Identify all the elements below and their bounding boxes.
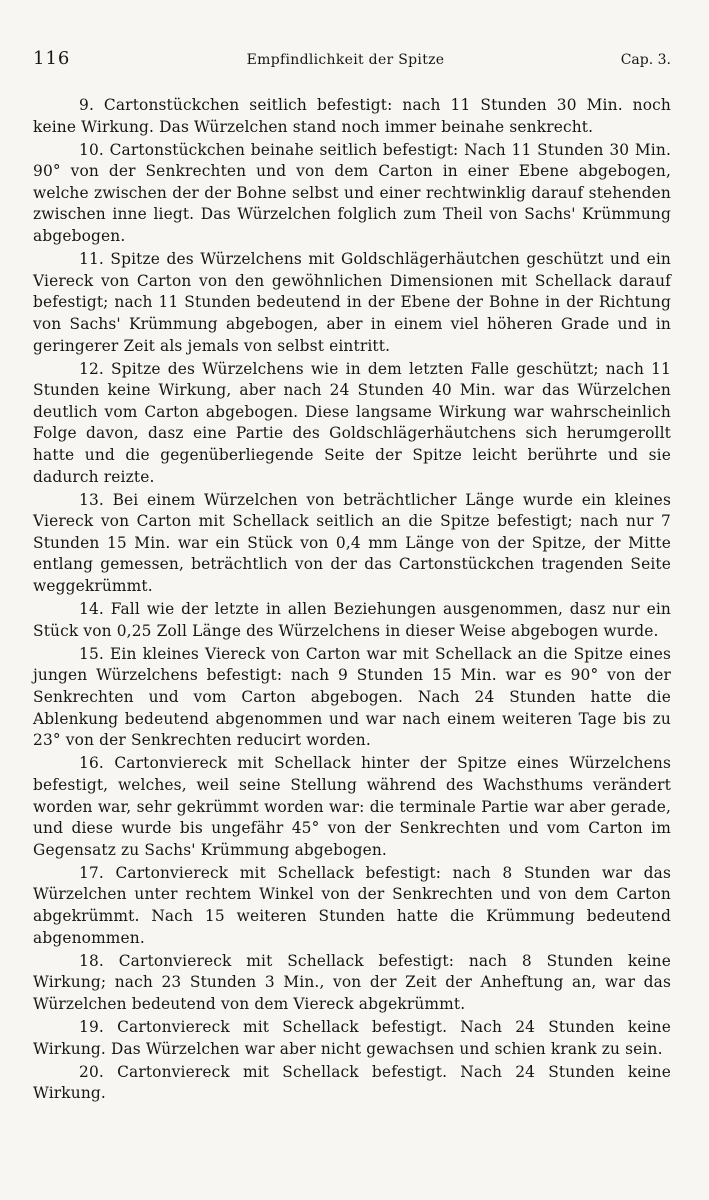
paragraph-14: 14. Fall wie der letzte in allen Beziehungen ausgenommen, dasz nur ein Stück von 0,25 Zoll Länge des Würzelchens in dieser Weise abgebogen wurde. [33, 600, 671, 640]
paragraph-10: 10. Cartonstückchen beinahe seitlich befestigt: Nach 11 Stunden 30 Min. 90° von der Senkrechten und von dem Carton in einer Ebene abgebogen, welche zwischen der der Bohne selbst und einer rechtwinklig darauf stehenden zwischen inne liegt. Das Würzelchen folglich zum Theil von Sachs' Krümmung abgebogen. [33, 140, 671, 246]
paragraph-18: 18. Cartonviereck mit Schellack befestigt: nach 8 Stunden keine Wirkung; nach 23 Stunden 3 Min., von der Zeit der Anheftung an, war das Würzelchen bedeutend von dem Viereck abgekrümmt. [33, 951, 671, 1013]
paragraph-11: 11. Spitze des Würzelchens mit Goldschlägerhäutchen geschützt und ein Viereck von Carton von den gewöhnlichen Dimensionen mit Schellack darauf befestigt; nach 11 Stunden bedeutend in der Ebene der Bohne in der Richtung von Sachs' Krümmung abgebogen, aber in einem viel höheren Grade und in geringerer Zeit als jemals von selbst eintritt. [33, 250, 671, 355]
paragraph-12: 12. Spitze des Würzelchens wie in dem letzten Falle geschützt; nach 11 Stunden keine Wirkung, aber nach 24 Stunden 40 Min. war das Würzelchen deutlich vom Carton abgebogen. Diese langsame Wirkung war wahrscheinlich Folge davon, dasz eine Partie des Goldschlägerhäutchens sich herumgerollt hatte und die gegenüberliegende Seite der Spitze leicht berührte und sie dadurch reizte. [33, 359, 671, 486]
paragraph-20: 20. Cartonviereck mit Schellack befestigt. Nach 24 Stunden keine Wirkung. [33, 1062, 671, 1103]
paragraph-15: 15. Ein kleines Viereck von Carton war mit Schellack an die Spitze eines jungen Würzelchens befestigt: nach 9 Stunden 15 Min. war es 90° von der Senkrechten und vom Carton abgebogen. Nach 24 Stunden hatte die Ablenkung bedeutend abgenommen und war nach einem weiteren Tage bis zu 23° von der Senkrechten reducirt worden. [33, 644, 671, 750]
chapter-label: Cap. 3. [620, 52, 671, 68]
paragraph-17: 17. Cartonviereck mit Schellack befestigt: nach 8 Stunden war das Würzelchen unter rechtem Winkel von der Senkrechten und von dem Carton abgekrümmt. Nach 15 weiteren Stunden hatte die Krümmung bedeutend abgenommen. [33, 863, 671, 947]
paragraph-16: 16. Cartonviereck mit Schellack hinter der Spitze eines Würzelchens befestigt, welches, weil seine Stellung während des Wachsthums verändert worden war, sehr gekrümmt worden war: die terminale Partie war aber gerade, und diese wurde bis ungefähr 45° von der Senkrechten und vom Carton im Gegensatz zu Sachs' Krümmung abgebogen. [33, 754, 671, 859]
running-header [33, 48, 671, 72]
page-number: 116 [33, 48, 71, 69]
page-body [33, 95, 671, 1170]
paragraph-9: 9. Cartonstückchen seitlich befestigt: nach 11 Stunden 30 Min. noch keine Wirkung. Das Würzelchen stand noch immer beinahe senkrecht. [33, 96, 671, 136]
running-title: Empfindlichkeit der Spitze [246, 52, 445, 68]
paragraph-13: 13. Bei einem Würzelchen von beträchtlicher Länge wurde ein kleines Viereck von Carton mit Schellack seitlich an die Spitze befestigt; nach nur 7 Stunden 15 Min. war ein Stück von 0,4 mm Länge von der Spitze, der Mitte entlang gemessen, beträchtlich von der das Cartonstückchen tragenden Seite weggekrümmt. [33, 490, 671, 596]
paragraph-19: 19. Cartonviereck mit Schellack befestigt. Nach 24 Stunden keine Wirkung. Das Würzelchen war aber nicht gewachsen und schien krank zu sein. [33, 1017, 671, 1058]
